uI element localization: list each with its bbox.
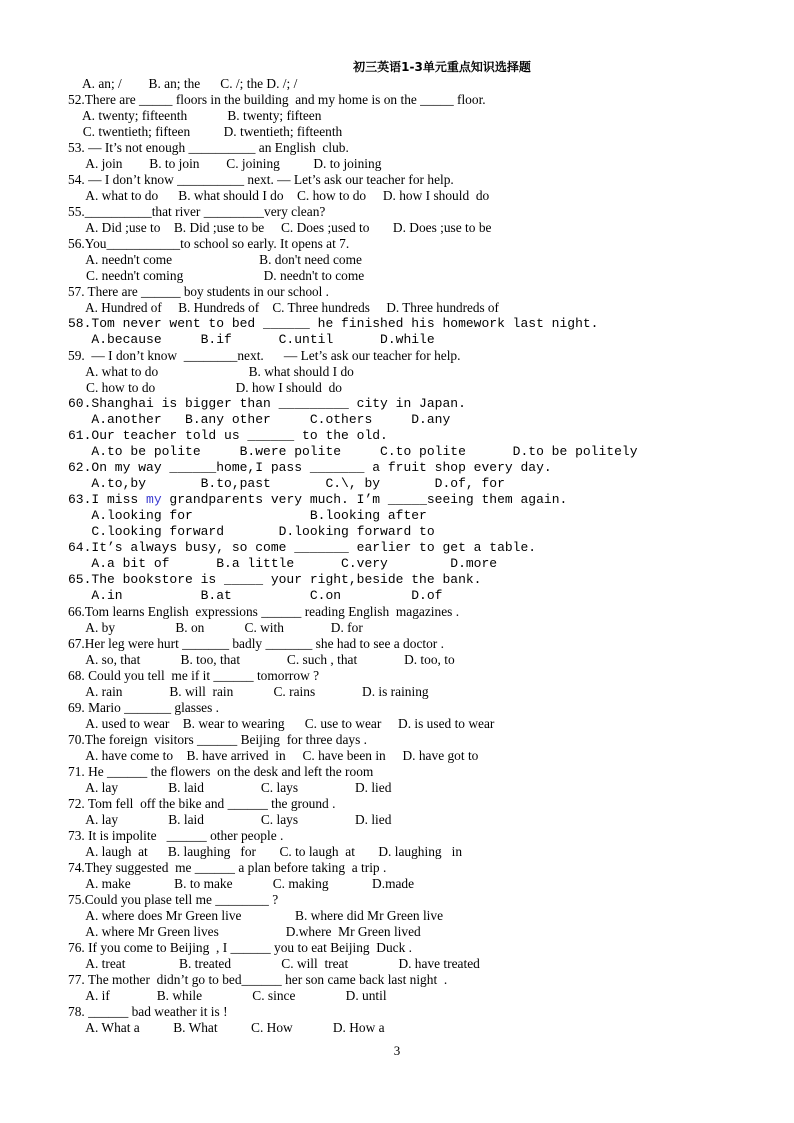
question-68: 68. Could you tell me if it ______ tomorrow ? — [68, 668, 320, 683]
question-63 — [68, 492, 768, 508]
question-72: 72. Tom fell off the bike and ______ the ground . — [68, 796, 336, 811]
answer-options: A.to,by B.to,past C.\, by D.of, for — [68, 476, 505, 491]
question-71: 71. He ______ the flowers on the desk and left the room — [68, 764, 374, 779]
answer-options: C.looking forward D.looking forward to — [68, 524, 435, 539]
question-63-start: 63.I miss — [68, 492, 147, 507]
page-title: 初三英语1-3单元重点知识选择题 — [353, 60, 531, 74]
answer-options: A. lay B. laid C. lays D. lied — [76, 780, 392, 795]
question-62: 62.On my way ______home,I pass _______ a fruit shop every day. — [68, 460, 552, 475]
answer-options: A. an; / B. an; the C. /; the D. /; / — [76, 76, 298, 91]
question-59: 59. — I don’t know ________next. — Let’s ask our teacher for help. — [68, 348, 461, 363]
question-58: 58.Tom never went to bed ______ he finished his homework last night. — [68, 316, 599, 331]
answer-options: A. have come to B. have arrived in C. have been in D. have got to — [76, 748, 479, 763]
question-75: 75.Could you plase tell me ________ ? — [68, 892, 279, 907]
answer-options: A. what to do B. what should I do C. how to do D. how I should do — [76, 188, 490, 203]
question-53: 53. — It’s not enough __________ an English club. — [68, 140, 349, 155]
answer-options: A.a bit of B.a little C.very D.more — [68, 556, 498, 571]
answer-options: C. twentieth; fifteen D. twentieth; fifteenth — [76, 124, 343, 139]
answer-options: A. if B. while C. since D. until — [76, 988, 387, 1003]
question-61: 61.Our teacher told us ______ to the old. — [68, 428, 388, 443]
question-76: 76. If you come to Beijing , I ______ you to eat Beijing Duck . — [68, 940, 413, 955]
answer-options: A. where does Mr Green live B. where did Mr Green live — [76, 908, 444, 923]
question-57: 57. There are ______ boy students in our school . — [68, 284, 329, 299]
answer-options: A.looking for B.looking after — [68, 508, 427, 523]
answer-options: A. needn't come B. don't need come — [76, 252, 362, 267]
answer-options: A. by B. on C. with D. for — [76, 620, 363, 635]
answer-options: A. What a B. What C. How D. How a — [76, 1020, 385, 1035]
answer-options: A. rain B. will rain C. rains D. is raining — [76, 684, 429, 699]
question-55: 55.__________that river _________very clean? — [68, 204, 326, 219]
question-70: 70.The foreign visitors ______ Beijing for three days . — [68, 732, 368, 747]
question-74: 74.They suggested me ______ a plan before taking a trip . — [68, 860, 387, 875]
question-64: 64.It’s always busy, so come _______ earlier to get a table. — [68, 540, 537, 555]
answer-options: A.to be polite B.were polite C.to polite D.to be politely — [68, 444, 638, 459]
answer-options: C. needn't coming D. needn't to come — [76, 268, 365, 283]
question-66: 66.Tom learns English expressions ______ reading English magazines . — [68, 604, 460, 619]
answer-options: A. Hundred of B. Hundreds of C. Three hundreds D. Three hundreds of — [76, 300, 499, 315]
question-52: 52.There are _____ floors in the building and my home is on the _____ floor. — [68, 92, 486, 107]
question-63-end: grandparents very much. I’m _____seeing them again. — [161, 492, 568, 507]
answer-options: A. join B. to join C. joining D. to joining — [76, 156, 382, 171]
question-60: 60.Shanghai is bigger than _________ city in Japan. — [68, 396, 466, 411]
answer-options: A. used to wear B. wear to wearing C. use to wear D. is used to wear — [76, 716, 495, 731]
question-78: 78. ______ bad weather it is ! — [68, 1004, 228, 1019]
answer-options: A. so, that B. too, that C. such , that D. too, to — [76, 652, 455, 667]
answer-options: A. lay B. laid C. lays D. lied — [76, 812, 392, 827]
answer-options: A. laugh at B. laughing for C. to laugh at D. laughing in — [76, 844, 463, 859]
answer-options: A. treat B. treated C. will treat D. have treated — [76, 956, 480, 971]
answer-options: A.in B.at C.on D.of — [68, 588, 443, 603]
answer-options: A. twenty; fifteenth B. twenty; fifteen — [76, 108, 322, 123]
answer-options: A. where Mr Green lives D.where Mr Green lived — [76, 924, 421, 939]
answer-options: A. Did ;use to B. Did ;use to be C. Does ;used to D. Does ;use to be — [76, 220, 492, 235]
question-63-highlight: my — [146, 492, 162, 507]
answer-options: A.another B.any other C.others D.any — [68, 412, 451, 427]
answer-options: A. what to do B. what should I do — [76, 364, 354, 379]
answer-options: A.because B.if C.until D.while — [68, 332, 435, 347]
question-77: 77. The mother didn’t go to bed______ her son came back last night . — [68, 972, 448, 987]
question-73: 73. It is impolite ______ other people . — [68, 828, 284, 843]
question-list — [68, 76, 768, 1036]
answer-options: A. make B. to make C. making D.made — [76, 876, 415, 891]
answer-options: C. how to do D. how I should do — [76, 380, 342, 395]
question-69: 69. Mario _______ glasses . — [68, 700, 220, 715]
question-65: 65.The bookstore is _____ your right,beside the bank. — [68, 572, 482, 587]
question-54: 54. — I don’t know __________ next. — Let’s ask our teacher for help. — [68, 172, 454, 187]
question-67: 67.Her leg were hurt _______ badly _______ she had to see a doctor . — [68, 636, 444, 651]
question-56: 56.You___________to school so early. It opens at 7. — [68, 236, 350, 251]
page-number: 3 — [393, 1043, 401, 1058]
